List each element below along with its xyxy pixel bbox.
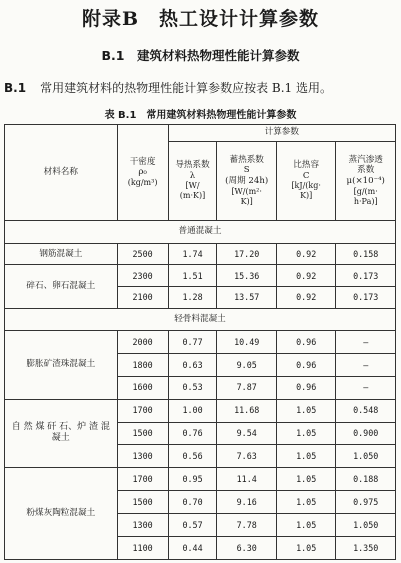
density-cell: 1600 xyxy=(117,376,168,399)
s-cell: 7.63 xyxy=(217,445,276,468)
header-density-line: ρ₀ xyxy=(138,167,147,178)
header-c-line: K)] xyxy=(300,191,313,201)
header-lambda xyxy=(168,141,217,220)
header-mu-line: h·Pa)] xyxy=(353,196,378,206)
lambda-cell: 0.95 xyxy=(168,468,217,491)
header-s-line: (周期 24h) xyxy=(225,176,269,187)
lambda-cell: 0.70 xyxy=(168,491,217,514)
density-cell: 1500 xyxy=(117,491,168,514)
clause-number: B.1 xyxy=(4,81,27,95)
c-cell: 1.05 xyxy=(276,399,335,422)
density-cell: 1800 xyxy=(117,353,168,376)
material-name-line: 凝土 xyxy=(51,433,70,444)
header-mu xyxy=(336,141,396,220)
header-s-line: K)] xyxy=(240,196,253,206)
density-cell: 2100 xyxy=(117,287,168,309)
s-cell: 17.20 xyxy=(217,243,276,265)
section-heading: B.1 建筑材料热物理性能计算参数 xyxy=(101,48,300,63)
s-cell: 9.16 xyxy=(217,491,276,514)
s-cell: 6.30 xyxy=(217,537,276,560)
header-calc-params: 计算参数 xyxy=(168,125,395,142)
density-cell: 2500 xyxy=(117,243,168,265)
lambda-cell: 0.57 xyxy=(168,514,217,537)
lambda-cell: 0.44 xyxy=(168,537,217,560)
material-name-cell: 钢筋混凝土 xyxy=(5,243,118,265)
c-cell: 0.92 xyxy=(276,243,335,265)
density-cell: 1100 xyxy=(117,537,168,560)
s-cell: 9.05 xyxy=(217,353,276,376)
s-cell: 9.54 xyxy=(217,422,276,445)
header-c xyxy=(276,141,335,220)
header-s-line: S xyxy=(243,165,250,176)
mu-cell: 0.173 xyxy=(336,287,396,309)
c-cell: 0.96 xyxy=(276,353,335,376)
material-name-line: 自 然 煤 矸 石、炉 渣 混 xyxy=(11,422,110,433)
mu-cell: 0.548 xyxy=(336,399,396,422)
lambda-cell: 1.51 xyxy=(168,265,217,287)
header-mu-line: [g/(m· xyxy=(353,186,378,196)
lambda-cell: 1.00 xyxy=(168,399,217,422)
header-lambda-line: (m·K)] xyxy=(179,191,206,201)
header-material-name: 材料名称 xyxy=(5,125,118,221)
c-cell: 0.92 xyxy=(276,265,335,287)
c-cell: 1.05 xyxy=(276,468,335,491)
header-c-line: C xyxy=(302,170,310,181)
mu-cell: 0.188 xyxy=(336,468,396,491)
c-cell: 0.96 xyxy=(276,376,335,399)
density-cell: 1300 xyxy=(117,514,168,537)
c-cell: 0.96 xyxy=(276,330,335,353)
mu-cell: — xyxy=(336,330,396,353)
header-mu-line: 系数 xyxy=(357,165,375,176)
header-lambda-line: 导热系数 xyxy=(175,159,210,170)
header-s xyxy=(217,141,276,220)
header-c-line: [kJ/(kg· xyxy=(291,181,321,191)
material-name-cell: 膨胀矿渣珠混凝土 xyxy=(5,330,118,399)
lambda-cell: 0.53 xyxy=(168,376,217,399)
header-density xyxy=(117,125,168,221)
mu-cell: — xyxy=(336,376,396,399)
header-s-line: 蓄热系数 xyxy=(229,154,264,165)
mu-cell: 0.173 xyxy=(336,265,396,287)
density-cell: 1700 xyxy=(117,399,168,422)
header-density-line: 干密度 xyxy=(129,156,156,167)
lambda-cell: 0.56 xyxy=(168,445,217,468)
lambda-cell: 1.28 xyxy=(168,287,217,309)
header-s-line: [W/(m²· xyxy=(231,186,262,196)
lambda-cell: 0.63 xyxy=(168,353,217,376)
mu-cell: 0.975 xyxy=(336,491,396,514)
s-cell: 13.57 xyxy=(217,287,276,309)
category-row: 轻骨料混凝土 xyxy=(5,309,396,331)
s-cell: 7.78 xyxy=(217,514,276,537)
mu-cell: 1.050 xyxy=(336,514,396,537)
lambda-cell: 0.76 xyxy=(168,422,217,445)
header-density-line: (kg/m³) xyxy=(127,178,158,188)
mu-cell: 1.050 xyxy=(336,445,396,468)
lambda-cell: 0.77 xyxy=(168,330,217,353)
s-cell: 10.49 xyxy=(217,330,276,353)
category-row: 普通混凝土 xyxy=(5,220,396,243)
density-cell: 2300 xyxy=(117,265,168,287)
s-cell: 11.4 xyxy=(217,468,276,491)
appendix-title: 附录B 热工设计计算参数 xyxy=(81,8,320,30)
thermal-parameters-table xyxy=(4,124,396,560)
clause-paragraph xyxy=(4,79,332,96)
c-cell: 1.05 xyxy=(276,491,335,514)
c-cell: 1.05 xyxy=(276,514,335,537)
header-mu-line: 蒸汽渗透 xyxy=(348,154,383,165)
mu-cell: 0.158 xyxy=(336,243,396,265)
c-cell: 1.05 xyxy=(276,537,335,560)
mu-cell: 0.900 xyxy=(336,422,396,445)
s-cell: 7.87 xyxy=(217,376,276,399)
s-cell: 11.68 xyxy=(217,399,276,422)
density-cell: 1300 xyxy=(117,445,168,468)
density-cell: 1500 xyxy=(117,422,168,445)
lambda-cell: 1.74 xyxy=(168,243,217,265)
header-c-line: 比热容 xyxy=(293,159,320,170)
material-name-cell xyxy=(5,399,118,468)
clause-text: 常用建筑材料的热物理性能计算参数应按表 B.1 选用。 xyxy=(40,81,332,95)
table-caption: 表 B.1 常用建筑材料热物理性能计算参数 xyxy=(104,110,297,121)
c-cell: 0.92 xyxy=(276,287,335,309)
c-cell: 1.05 xyxy=(276,422,335,445)
density-cell: 2000 xyxy=(117,330,168,353)
mu-cell: — xyxy=(336,353,396,376)
c-cell: 1.05 xyxy=(276,445,335,468)
material-name-cell: 粉煤灰陶粒混凝土 xyxy=(5,468,118,560)
material-name-cell: 碎石、卵石混凝土 xyxy=(5,265,118,309)
header-lambda-line: [W/ xyxy=(185,181,200,191)
s-cell: 15.36 xyxy=(217,265,276,287)
density-cell: 1700 xyxy=(117,468,168,491)
mu-cell: 1.350 xyxy=(336,537,396,560)
header-mu-line: μ(×10⁻⁴) xyxy=(346,176,385,187)
header-lambda-line: λ xyxy=(189,170,196,181)
